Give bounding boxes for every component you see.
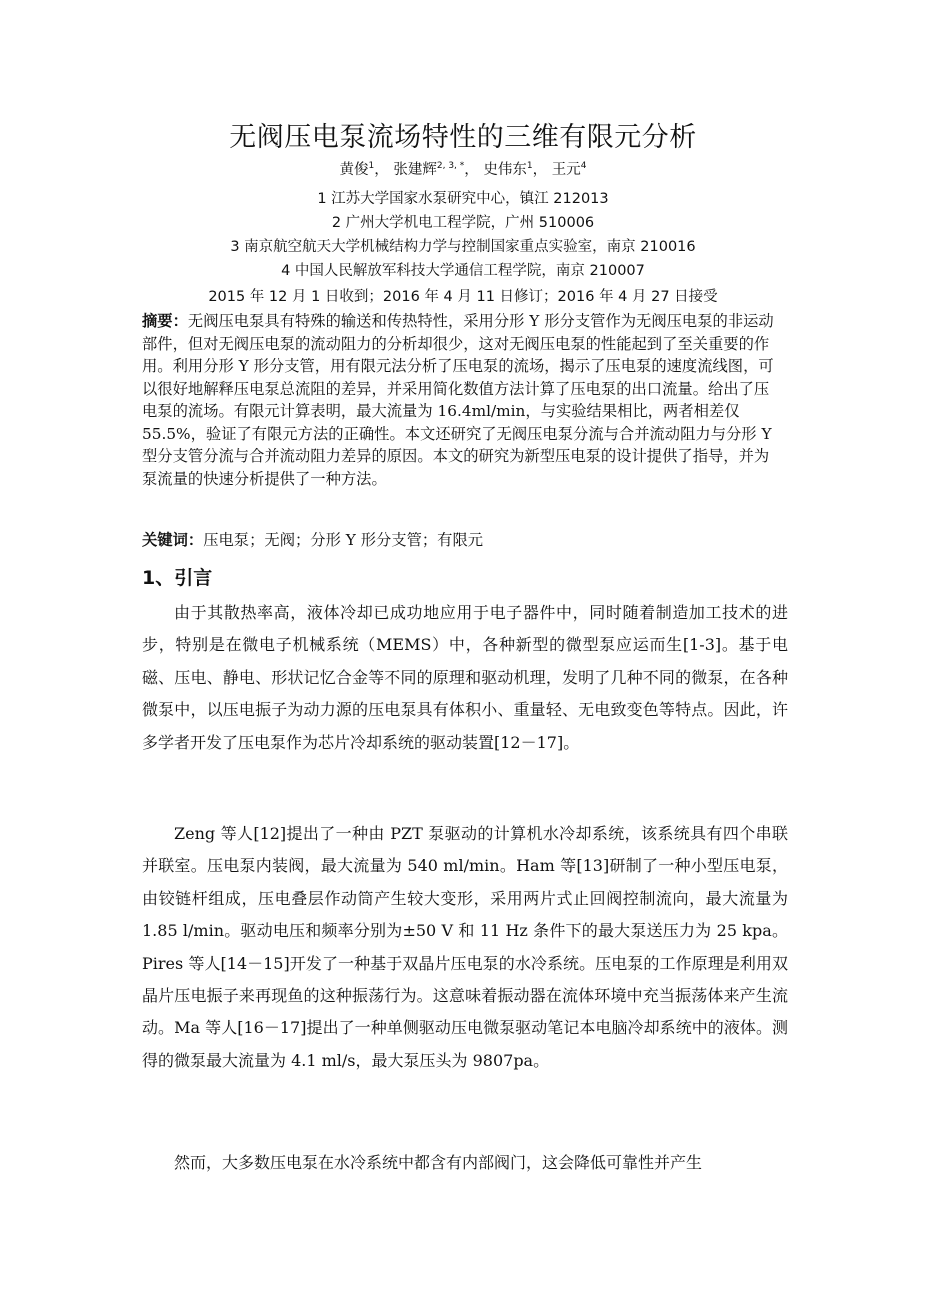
author-affiliation-mark: 1 xyxy=(526,161,533,172)
affiliation-line: 1 江苏大学国家水泵研究中心，镇江 212013 xyxy=(317,191,609,207)
author-separator: ， xyxy=(464,162,479,178)
author-affiliation-mark: 2, 3, * xyxy=(436,161,465,172)
author-separator: ， xyxy=(532,162,548,178)
abstract-text: 无阀压电泵具有特殊的输送和传热特性，采用分形 Y 形分支管作为无阀压电泵的非运动部件，但对无阀压电泵的流动阻力的分析却很少，这对无阀压电泵的性能起到了至关重要的作用。利用分形 Y 形分支管，用有限元法分析了压电泵的流场，揭示了压电泵的速度流线图，可以很好地解释压电泵总流阻的差异，并采用简化数值方法计算了压电泵的出口流量。给出了压电泵的流场。有限元计算表明，最大流量为 16.4ml/min，与实验结果相比，两者相差仅 55.5%，验证了有限元方法的正确性。本文还研究了无阀压电泵分流与合并流动阻力与分形 Y 型分支管分流与合并流动阻力差异的原因。本文的研究为新型压电泵的设计提供了指导，并为泵流量的快速分析提供了一种方法。 xyxy=(142,312,774,488)
affiliation-line: 2 广州大学机电工程学院，广州 510006 xyxy=(331,215,595,231)
author-line xyxy=(0,158,926,179)
author-name: 王元 xyxy=(551,162,581,178)
keywords xyxy=(142,528,782,550)
author-separator: ， xyxy=(374,162,389,178)
keywords-text: 压电泵；无阀；分形 Y 形分支管；有限元 xyxy=(203,531,484,549)
author-name: 史伟东 xyxy=(483,162,527,178)
section-heading: 1、引言 xyxy=(142,567,213,589)
body-paragraph: Zeng 等人[12]提出了一种由 PZT 泵驱动的计算机水冷却系统，该系统具有四个串联并联室。压电泵内装阀，最大流量为 540 ml/min。Ham 等[13]研制了一种小型压电泵，由铰链杆组成，压电叠层作动筒产生较大变形，采用两片式止回阀控制流向，最大流量为 1.85 l/min。驱动电压和频率分别为±50 V 和 11 Hz 条件下的最大泵送压力为 25 kpa。Pires 等人[14－15]开发了一种基于双晶片压电泵的水冷系统。压电泵的工作原理是利用双晶片压电振子来再现鱼的这种振荡行为。这意味着振动器在流体环境中充当振荡体来产生流动。Ma 等人[16－17]提出了一种单侧驱动压电微泵驱动笔记本电脑冷却系统中的液体。测得的微泵最大流量为 4.1 ml/s，最大泵压头为 9807pa。 xyxy=(142,824,788,1070)
paper-title: 无阀压电泵流场特性的三维有限元分析 xyxy=(229,122,697,153)
author-affiliation-mark: 1 xyxy=(368,161,375,172)
author-name: 张建辉 xyxy=(393,162,437,178)
received-dates: 2015 年 12 月 1 日收到；2016 年 4 月 11 日修订；2016 年 4 月 27 日接受 xyxy=(208,289,718,305)
author-affiliation-mark: 4 xyxy=(580,161,587,172)
abstract xyxy=(142,310,782,490)
body-paragraph: 然而，大多数压电泵在水冷系统中都含有内部阀门，这会降低可靠性并产生 xyxy=(174,1153,703,1172)
abstract-label: 摘要： xyxy=(142,312,188,330)
author-name: 黄俊 xyxy=(339,162,369,178)
affiliation-line: 3 南京航空航天大学机械结构力学与控制国家重点实验室，南京 210016 xyxy=(230,239,696,255)
affiliation-line: 4 中国人民解放军科技大学通信工程学院，南京 210007 xyxy=(281,263,645,279)
body-paragraph: 由于其散热率高，液体冷却已成功地应用于电子器件中，同时随着制造加工技术的进步，特别是在微电子机械系统（MEMS）中，各种新型的微型泵应运而生[1-3]。基于电磁、压电、静电、形状记忆合金等不同的原理和驱动机理，发明了几种不同的微泵，在各种微泵中，以压电振子为动力源的压电泵具有体积小、重量轻、无电致变色等特点。因此，许多学者开发了压电泵作为芯片冷却系统的驱动装置[12－17]。 xyxy=(142,603,788,752)
keywords-label: 关键词： xyxy=(142,531,204,549)
